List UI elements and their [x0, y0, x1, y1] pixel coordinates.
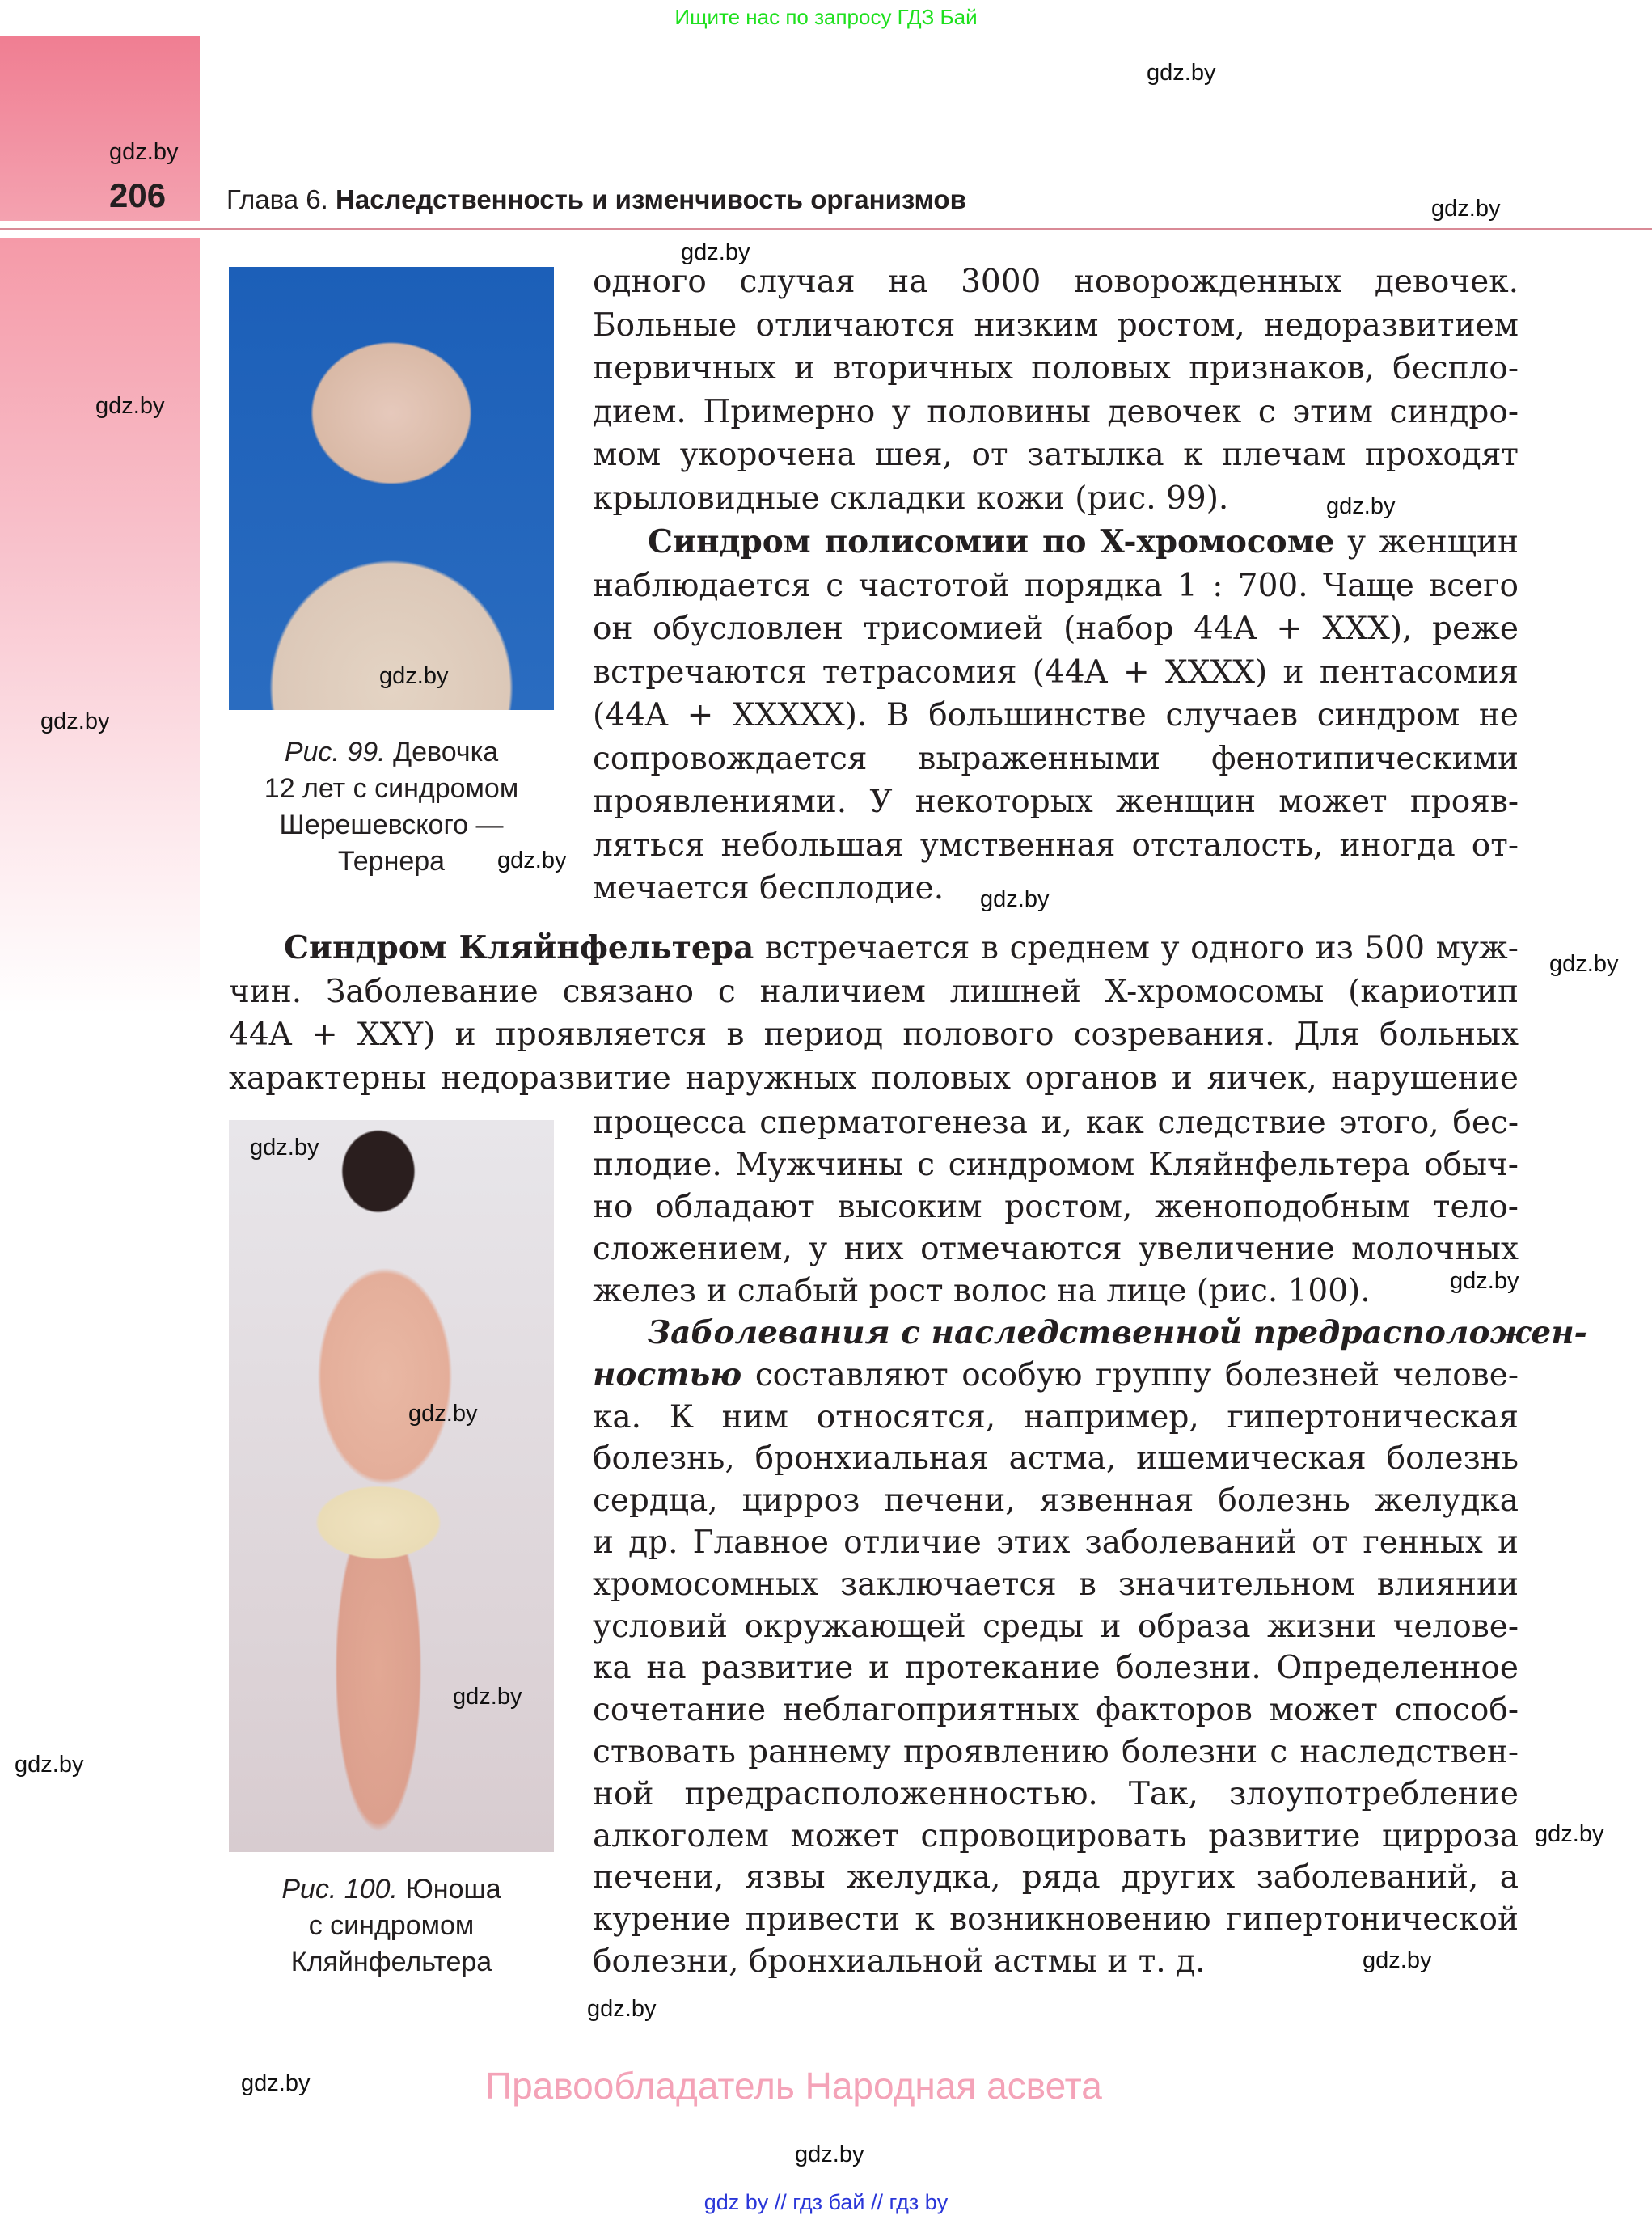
- figure-100-caption: Рис. 100. Юноша с синдромом Кляйнфельтера: [281, 1874, 501, 1977]
- klinefelter-paragraph: Синдром Кляйнфельтера встречается в среднем у одного из 500 муж- чин. Заболевание связано с наличием лишней X-хромосомы (кариотип 44A + XXY) и проявляется в период полового созревания. Для больных характерны недоразвитие наружных половых органов и яичек, нарушение: [229, 929, 1519, 1097]
- chapter-prefix: Глава 6.: [226, 184, 328, 214]
- polysomy-paragraph: Синдром полисомии по X-хромосоме у женщин наблюдается с частотой порядка 1 : 700. Чаще всего он обусловлен трисомией (набор 44A + XXX), реже встречаются тетрасомия (44A + XXXX) и пентасомия (44A + XXXXX). В большинстве случаев синдром не сопровождается выраженными фенотипическими проявлениями. У некоторых женщин может прояв- ляться небольшая умственная отсталость, иногда от- мечается бесплодие.: [593, 523, 1519, 907]
- watermark: gdz.by: [681, 239, 750, 265]
- watermark: gdz.by: [980, 886, 1050, 912]
- watermark: gdz.by: [250, 1135, 319, 1161]
- predisposition-paragraph: Заболевания с наследственной предрасположен- ностью составляют особую группу болезней челове- ка. К ним относятся, например, гипертоническая болезнь, бронхиальная астма, ишемическая болезнь сердца, цирроз печени, язвенная болезнь желудка и др. Главное отличие этих заболеваний от генных и хромосомных заключается в значительном влиянии условий окружающей среды и образа жизни челове- ка на развитие и протекание болезни. Определенное сочетание неблагоприятных факторов может способ- ствовать раннему проявлению болезни с наследствен- ной предрасположенностью. Так, злоупотребление алкоголем может спровоцировать развитие цирроза печени, язвы желудка, ряда других заболеваний, а курение привести к возникновению гипертонической болезни, бронхиальной астмы и т. д.: [593, 1314, 1587, 1980]
- page-number: 206: [109, 176, 167, 214]
- watermark: gdz.by: [497, 848, 567, 873]
- figure-99-caption: Рис. 99. Девочка 12 лет с синдромом Шерешевского — Тернера: [264, 737, 519, 877]
- watermark: gdz.by: [1326, 493, 1396, 519]
- watermark: gdz.by: [241, 2070, 311, 2096]
- term-polysomy: Синдром полисомии по X-хромосоме: [648, 523, 1335, 560]
- watermark: gdz.by: [1431, 196, 1501, 222]
- watermark: gdz.by: [40, 708, 110, 734]
- watermark: gdz.by: [587, 1996, 657, 2022]
- watermark: gdz.by: [408, 1401, 478, 1427]
- watermark: gdz.by: [1535, 1821, 1604, 1847]
- page-number-block: [0, 36, 200, 221]
- figure-label: Рис. 99.: [284, 737, 386, 767]
- term-klinefelter: Синдром Кляйнфельтера: [284, 929, 754, 966]
- chapter-title: Наследственность и изменчивость организмов: [336, 184, 966, 214]
- watermark: gdz.by: [109, 139, 179, 165]
- watermark: gdz.by: [1549, 951, 1619, 977]
- figure-99-photo: [229, 267, 554, 710]
- watermark: gdz.by: [379, 663, 449, 689]
- watermark: gdz.by: [1450, 1268, 1519, 1294]
- copyright-notice: Правообладатель Народная асвета: [485, 2065, 1102, 2107]
- watermark: gdz.by: [795, 2142, 864, 2167]
- figure-100-photo: [229, 1120, 554, 1852]
- footer-links[interactable]: gdz by // гдз бай // гдз by: [703, 2190, 949, 2214]
- watermark: gdz.by: [15, 1752, 84, 1778]
- header-divider: [0, 228, 1652, 230]
- figure-label: Рис. 100.: [281, 1874, 398, 1905]
- klinefelter-continued: процесса сперматогенеза и, как следствие этого, бес- плодие. Мужчины с синдромом Кляйнфельтера обыч- но обладают высоким ростом, женоподобным тело- сложением, у них отмечаются увеличение молочных желез и слабый рост волос на лице (рис. 100).: [593, 1105, 1519, 1309]
- chapter-heading: [226, 184, 966, 215]
- turner-paragraph: одного случая на 3000 новорожденных девочек. Больные отличаются низким ростом, недоразвитием первичных и вторичных половых признаков, беспло- дием. Примерно у половины девочек с этим синдро- мом укорочена шея, от затылка к плечам проходят крыловидные складки кожи (рис. 99).: [593, 264, 1519, 517]
- search-banner[interactable]: Ищите нас по запросу ГДЗ Бай: [674, 5, 978, 29]
- side-gradient-band: [0, 238, 200, 1014]
- watermark: gdz.by: [95, 393, 165, 419]
- term-predisposition: Заболевания с наследственной предрасположен-: [648, 1314, 1587, 1351]
- watermark: gdz.by: [1363, 1947, 1432, 1973]
- watermark: gdz.by: [453, 1684, 522, 1710]
- watermark: gdz.by: [1147, 60, 1216, 86]
